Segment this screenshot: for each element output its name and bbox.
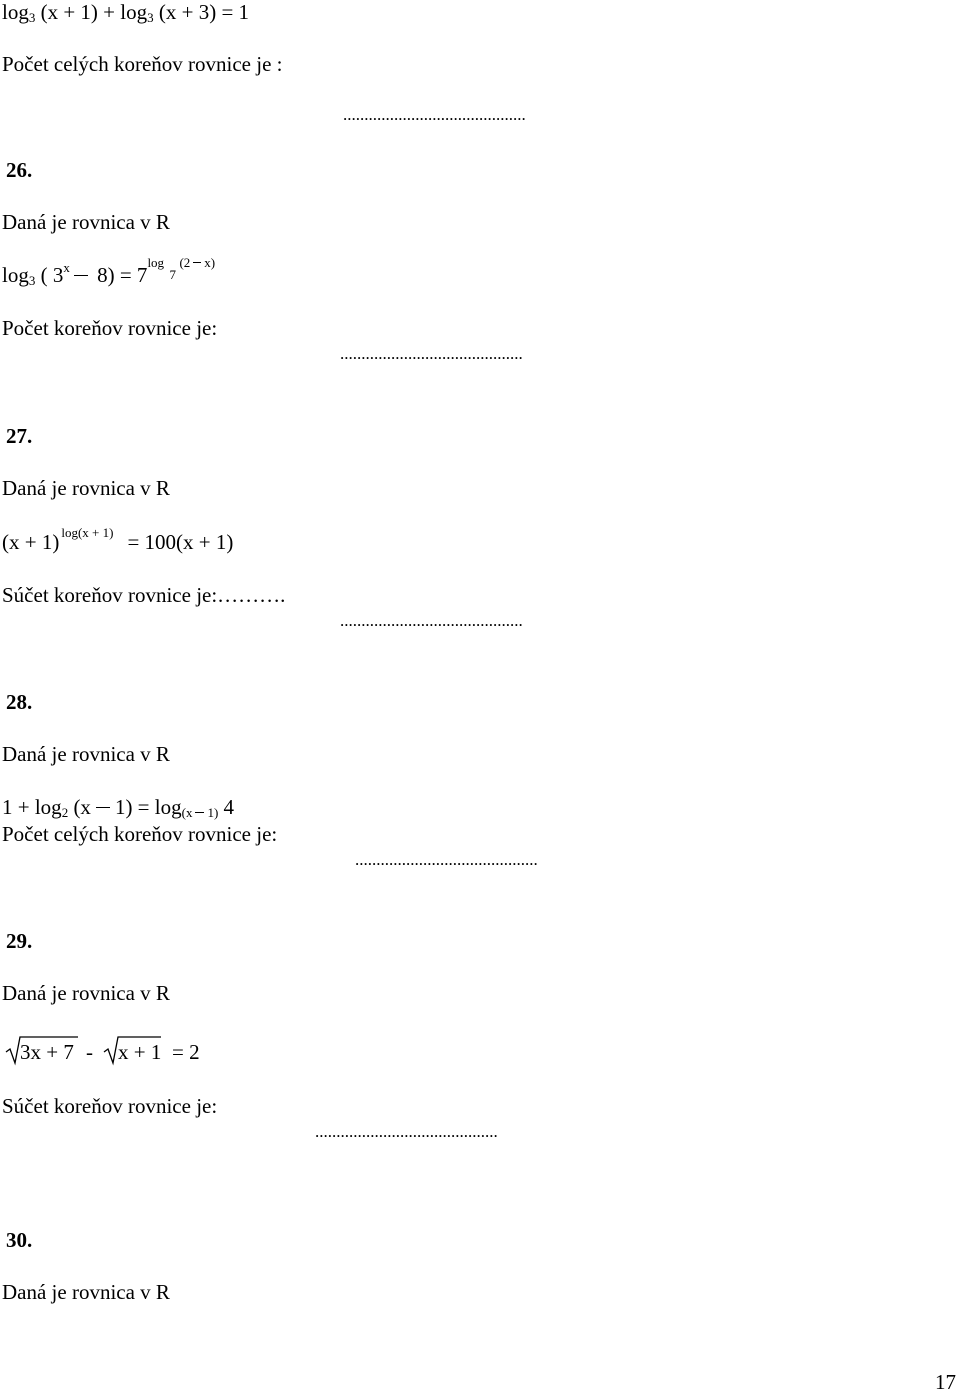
answer-blank-26: ........................................... bbox=[340, 344, 523, 363]
radicand-2: x + 1 bbox=[118, 1040, 162, 1064]
answer-blank-28: ........................................... bbox=[355, 850, 538, 869]
question-27: Súčet koreňov rovnice je:………. bbox=[2, 583, 286, 607]
answer-blank-27: ........................................... bbox=[340, 611, 523, 630]
problem-number-27: 27. bbox=[6, 424, 33, 448]
minus-sign: - bbox=[86, 1040, 93, 1064]
equation-25: $\log_3 (x + 1) + \log_3 (x + 3) = 1$ bbox=[2, 0, 250, 25]
problem-intro-27: Daná je rovnica v R bbox=[2, 476, 170, 500]
equation-29 bbox=[0, 1030, 260, 1070]
problem-number-30: 30. bbox=[6, 1228, 33, 1252]
radicand-1: 3x + 7 bbox=[20, 1040, 74, 1064]
question-29: Súčet koreňov rovnice je: bbox=[2, 1094, 218, 1118]
problem-intro-29: Daná je rovnica v R bbox=[2, 981, 170, 1005]
equation-27: (x + 1) $^{log(x + 1)}$ = 100(x + 1) bbox=[2, 525, 234, 554]
question-25: Počet celých koreňov rovnice je : bbox=[2, 52, 283, 76]
problem-number-29: 29. bbox=[6, 929, 33, 953]
question-26: Počet koreňov rovnice je: bbox=[2, 316, 218, 340]
problem-intro-30: Daná je rovnica v R bbox=[2, 1280, 170, 1304]
page-number: 17 bbox=[935, 1370, 956, 1394]
problem-intro-26: Daná je rovnica v R bbox=[2, 210, 170, 234]
equation-28: $1 + \log_2 (x$ $1) = \log_{(x 1)} 4$ bbox=[2, 795, 235, 820]
answer-blank-25: ........................................... bbox=[343, 105, 526, 124]
problem-number-28: 28. bbox=[6, 690, 33, 714]
equation-26: $\log_3$ ( 3$^x$ 8) = 7 log (2 x) 7 bbox=[2, 255, 216, 288]
answer-blank-29: ........................................... bbox=[315, 1122, 498, 1141]
question-28: Počet celých koreňov rovnice je: bbox=[2, 822, 278, 846]
problem-intro-28: Daná je rovnica v R bbox=[2, 742, 170, 766]
problem-number-26: 26. bbox=[6, 158, 33, 182]
equals-two: = 2 bbox=[172, 1040, 200, 1064]
